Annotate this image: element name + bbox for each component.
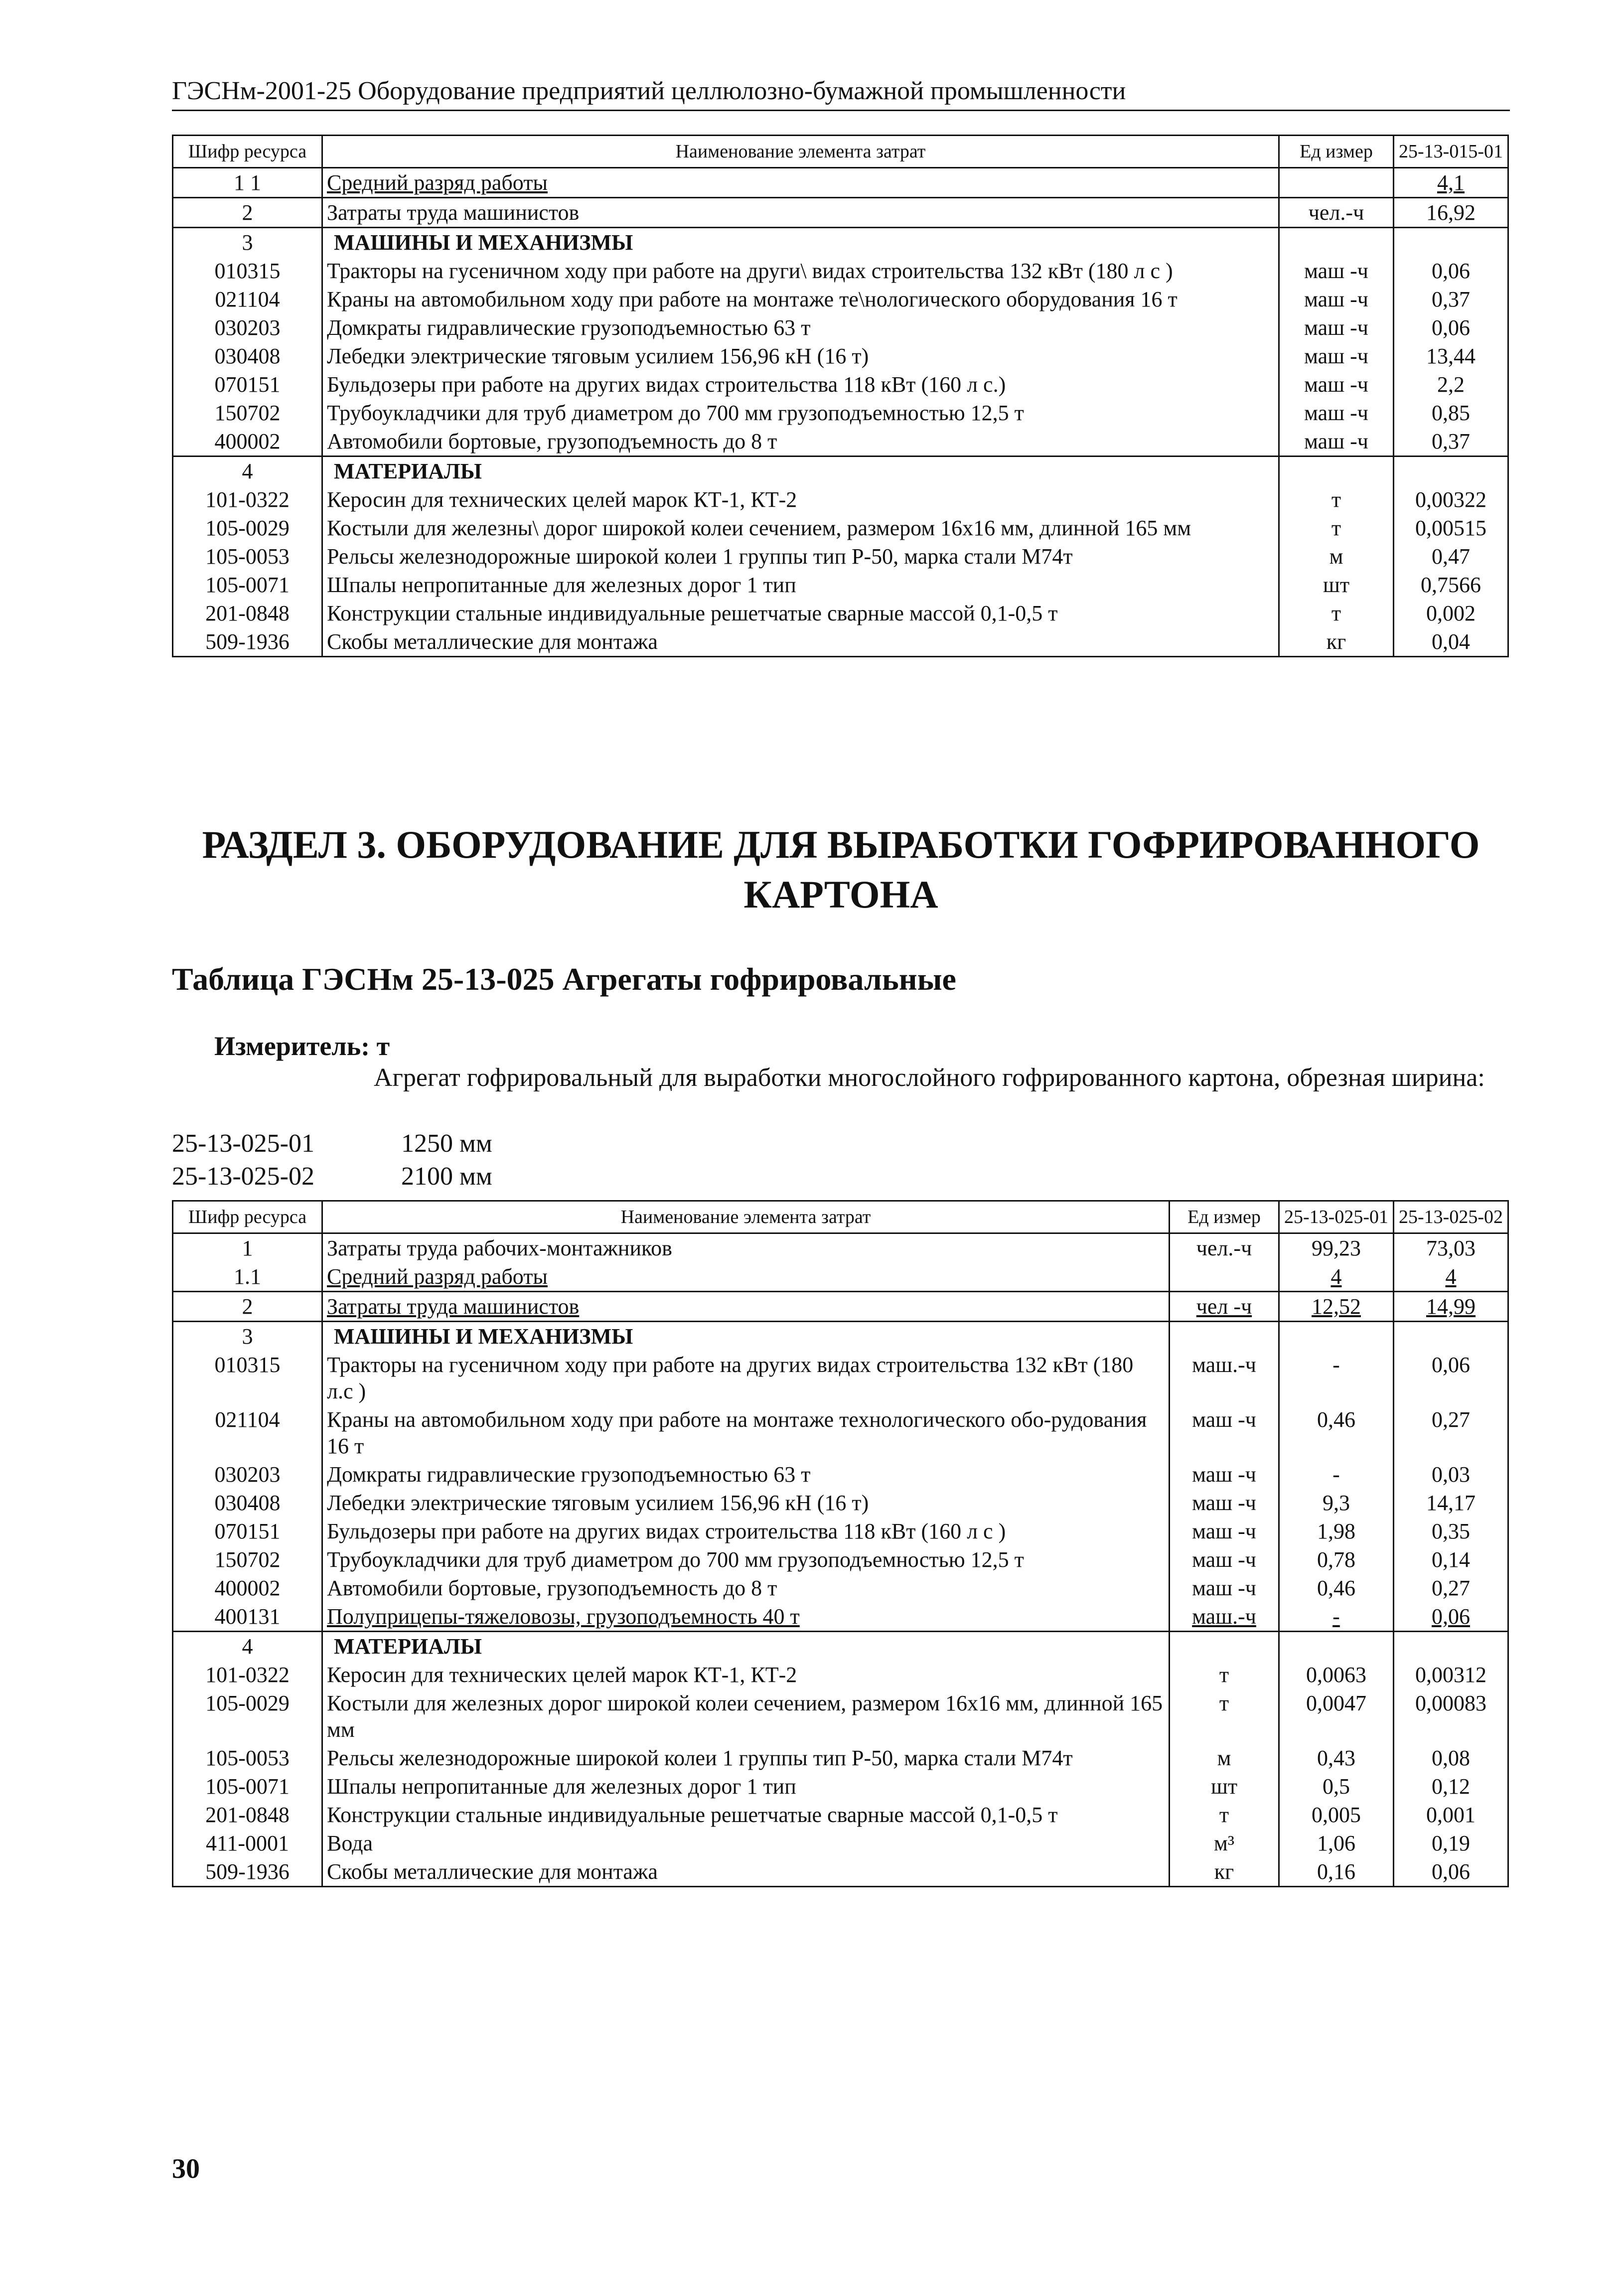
table-row: [173, 1460, 1508, 1489]
variant-width: 1250 мм: [401, 1129, 492, 1158]
norm-value-cell: 2,2: [1394, 370, 1508, 399]
section-row: [173, 1322, 1508, 1351]
column-header-unit: Ед измер: [1279, 136, 1394, 168]
norm-value-cell: 0,37: [1394, 285, 1508, 313]
table-row: [173, 257, 1508, 285]
resource-code-cell: 400002: [173, 1574, 322, 1602]
norm-value-cell: 0,7566: [1394, 571, 1508, 599]
resource-code-cell: 1.1: [173, 1262, 322, 1292]
table-row: [173, 313, 1508, 342]
norm-value-cell: 0,46: [1279, 1574, 1394, 1602]
norm-value-cell: 9,3: [1279, 1489, 1394, 1517]
item-name-cell: Краны на автомобильном ходу при работе на монтаже технологического обо-рудования 16 т: [322, 1405, 1170, 1460]
table-row: [173, 1545, 1508, 1574]
item-name-cell: Затраты труда рабочих-монтажников: [322, 1233, 1170, 1263]
resource-code-cell: 105-0071: [173, 1772, 322, 1801]
item-name-cell: Автомобили бортовые, грузоподъемность до 8 т: [322, 427, 1279, 457]
unit-cell: кг: [1279, 627, 1394, 657]
unit-cell: [1170, 1262, 1279, 1292]
item-name-cell: Тракторы на гусеничном ходу при работе на други\ видах строительства 132 кВт (180 л с ): [322, 257, 1279, 285]
table-row: [173, 1233, 1508, 1263]
table-row: [173, 342, 1508, 370]
item-name-cell: Рельсы железнодорожные широкой колеи 1 группы тип Р-50, марка стали М74т: [322, 1744, 1170, 1772]
norm-value-cell: 0,46: [1279, 1405, 1394, 1460]
unit-cell: маш -ч: [1170, 1517, 1279, 1545]
norm-value-cell: [1394, 457, 1508, 486]
unit-cell: [1279, 457, 1394, 486]
unit-cell: маш -ч: [1279, 399, 1394, 427]
table-row: [173, 571, 1508, 599]
resource-code-cell: 021104: [173, 1405, 322, 1460]
item-name-cell: Вода: [322, 1829, 1170, 1857]
unit-cell: т: [1170, 1661, 1279, 1689]
unit-cell: маш -ч: [1279, 257, 1394, 285]
item-name-cell: Керосин для технических целей марок КТ-1, КТ-2: [322, 485, 1279, 514]
resource-code-cell: 3: [173, 228, 322, 257]
resource-code-cell: 2: [173, 198, 322, 228]
norm-value-cell: 1,06: [1279, 1829, 1394, 1857]
item-name-cell: Костыли для железны\ дорог широкой колеи сечением, размером 16х16 мм, длинной 165 мм: [322, 514, 1279, 542]
unit-cell: т: [1170, 1689, 1279, 1744]
norm-value-cell: 0,0047: [1279, 1689, 1394, 1744]
item-name-cell: Домкраты гидравлические грузоподъемностью 63 т: [322, 313, 1279, 342]
column-header-norm-2: 25-13-025-02: [1394, 1201, 1508, 1233]
resource-code-cell: 2: [173, 1292, 322, 1322]
table-row: [173, 485, 1508, 514]
table-header-row: [173, 1201, 1508, 1233]
unit-cell: [1170, 1632, 1279, 1661]
norm-value-cell: 0,47: [1394, 542, 1508, 571]
norm-value-cell: 0,00083: [1394, 1689, 1508, 1744]
item-name-cell: Лебедки электрические тяговым усилием 156,96 кН (16 т): [322, 1489, 1170, 1517]
unit-cell: маш -ч: [1170, 1405, 1279, 1460]
section-row: [173, 228, 1508, 257]
item-name-cell: Трубоукладчики для труб диаметром до 700 мм грузоподъемностью 12,5 т: [322, 1545, 1170, 1574]
norm-value-cell: [1394, 1632, 1508, 1661]
item-name-cell: Средний разряд работы: [322, 168, 1279, 198]
table-row: [173, 1772, 1508, 1801]
table-row: [173, 1292, 1508, 1322]
unit-cell: м³: [1170, 1829, 1279, 1857]
unit-cell: маш -ч: [1170, 1545, 1279, 1574]
norm-value-cell: 0,00322: [1394, 485, 1508, 514]
item-name-cell: Шпалы непропитанные для железных дорог 1 тип: [322, 571, 1279, 599]
unit-cell: маш -ч: [1279, 370, 1394, 399]
table-body: [173, 168, 1508, 657]
norm-value-cell: 0,06: [1394, 257, 1508, 285]
resource-code-cell: 105-0053: [173, 1744, 322, 1772]
item-name-cell: Бульдозеры при работе на других видах строительства 118 кВт (160 л с.): [322, 370, 1279, 399]
norm-value-cell: 0,35: [1394, 1517, 1508, 1545]
item-name-cell: Краны на автомобильном ходу при работе на монтаже те\нологического оборудования 16 т: [322, 285, 1279, 313]
item-name-cell: Конструкции стальные индивидуальные решетчатые сварные массой 0,1-0,5 т: [322, 599, 1279, 627]
norm-table-25-13-015: [172, 135, 1509, 657]
norm-value-cell: 0,00515: [1394, 514, 1508, 542]
unit-cell: маш -ч: [1279, 313, 1394, 342]
variant-code: 25-13-025-01: [172, 1129, 314, 1158]
section-row: [173, 1632, 1508, 1661]
table-row: [173, 599, 1508, 627]
norm-value-cell: 12,52: [1279, 1292, 1394, 1322]
resource-code-cell: 030408: [173, 342, 322, 370]
resource-code-cell: 150702: [173, 1545, 322, 1574]
norm-value-cell: -: [1279, 1351, 1394, 1405]
norm-value-cell: 4: [1279, 1262, 1394, 1292]
unit-cell: т: [1279, 514, 1394, 542]
resource-code-cell: 1: [173, 1233, 322, 1263]
item-name-cell: Конструкции стальные индивидуальные решетчатые сварные массой 0,1-0,5 т: [322, 1801, 1170, 1829]
norm-value-cell: 0,37: [1394, 427, 1508, 457]
table-row: [173, 1602, 1508, 1632]
norm-value-cell: [1394, 1322, 1508, 1351]
table-body: [173, 1233, 1508, 1887]
table-row: [173, 1351, 1508, 1405]
table-row: [173, 1744, 1508, 1772]
norm-value-cell: 0,19: [1394, 1829, 1508, 1857]
item-name-cell: Тракторы на гусеничном ходу при работе на других видах строительства 132 кВт (180 л.с ): [322, 1351, 1170, 1405]
norm-value-cell: 0,005: [1279, 1801, 1394, 1829]
resource-code-cell: 105-0053: [173, 542, 322, 571]
norm-value-cell: 0,27: [1394, 1405, 1508, 1460]
norm-table-25-13-025: [172, 1200, 1509, 1887]
table-row: [173, 399, 1508, 427]
unit-cell: чел.-ч: [1170, 1233, 1279, 1263]
unit-cell: маш -ч: [1279, 427, 1394, 457]
resource-code-cell: 4: [173, 457, 322, 486]
resource-code-cell: 101-0322: [173, 485, 322, 514]
resource-code-cell: 105-0029: [173, 1689, 322, 1744]
resource-code-cell: 411-0001: [173, 1829, 322, 1857]
column-header-norm: 25-13-015-01: [1394, 136, 1508, 168]
unit-cell: шт: [1170, 1772, 1279, 1801]
item-name-cell: Костыли для железных дорог широкой колеи сечением, размером 16х16 мм, длинной 165 мм: [322, 1689, 1170, 1744]
unit-cell: маш -ч: [1279, 342, 1394, 370]
norm-value-cell: -: [1279, 1460, 1394, 1489]
table-title: Таблица ГЭСНм 25-13-025 Агрегаты гофрировальные: [172, 961, 956, 997]
table-row: [173, 1829, 1508, 1857]
table-row: [173, 627, 1508, 657]
column-header-name: Наименование элемента затрат: [322, 1201, 1170, 1233]
item-name-cell: Керосин для технических целей марок КТ-1, КТ-2: [322, 1661, 1170, 1689]
measure-label: Измеритель:: [214, 1031, 370, 1061]
table-row: [173, 1689, 1508, 1744]
resource-code-cell: 509-1936: [173, 627, 322, 657]
norm-value-cell: 16,92: [1394, 198, 1508, 228]
item-name-cell: Затраты труда машинистов: [322, 1292, 1170, 1322]
unit-cell: чел.-ч: [1279, 198, 1394, 228]
unit-cell: маш.-ч: [1170, 1602, 1279, 1632]
section-heading: РАЗДЕЛ 3. ОБОРУДОВАНИЕ ДЛЯ ВЫРАБОТКИ ГОФРИРОВАННОГО КАРТОНА: [202, 823, 1480, 916]
table-row: [173, 1801, 1508, 1829]
item-name-cell: Автомобили бортовые, грузоподъемность до 8 т: [322, 1574, 1170, 1602]
resource-code-cell: 030408: [173, 1489, 322, 1517]
item-name-cell: Шпалы непропитанные для железных дорог 1 тип: [322, 1772, 1170, 1801]
norm-value-cell: [1279, 1322, 1394, 1351]
item-name-cell: Скобы металлические для монтажа: [322, 627, 1279, 657]
table-row: [173, 1517, 1508, 1545]
norm-value-cell: 0,08: [1394, 1744, 1508, 1772]
norm-value-cell: 14,99: [1394, 1292, 1508, 1322]
resource-code-cell: 201-0848: [173, 599, 322, 627]
unit-cell: маш -ч: [1279, 285, 1394, 313]
item-name-cell: Скобы металлические для монтажа: [322, 1857, 1170, 1887]
item-name-cell: Лебедки электрические тяговым усилием 156,96 кН (16 т): [322, 342, 1279, 370]
norm-value-cell: 0,06: [1394, 1351, 1508, 1405]
unit-cell: м: [1170, 1744, 1279, 1772]
resource-code-cell: 030203: [173, 1460, 322, 1489]
column-header-name: Наименование элемента затрат: [322, 136, 1279, 168]
page-number: 30: [172, 2153, 200, 2184]
resource-code-cell: 509-1936: [173, 1857, 322, 1887]
column-header-norm-1: 25-13-025-01: [1279, 1201, 1394, 1233]
norm-value-cell: -: [1279, 1602, 1394, 1632]
column-header-code: Шифр ресурса: [173, 136, 322, 168]
table-header-row: [173, 136, 1508, 168]
norm-value-cell: 0,00312: [1394, 1661, 1508, 1689]
table-row: [173, 542, 1508, 571]
resource-code-cell: 400131: [173, 1602, 322, 1632]
resource-code-cell: 150702: [173, 399, 322, 427]
norm-value-cell: 0,0063: [1279, 1661, 1394, 1689]
resource-code-cell: 3: [173, 1322, 322, 1351]
unit-cell: [1170, 1322, 1279, 1351]
norm-value-cell: 13,44: [1394, 342, 1508, 370]
table-row: [173, 1574, 1508, 1602]
item-name-cell: Домкраты гидравлические грузоподъемностью 63 т: [322, 1460, 1170, 1489]
column-header-unit: Ед измер: [1170, 1201, 1279, 1233]
item-name-cell: Затраты труда машинистов: [322, 198, 1279, 228]
unit-cell: [1279, 228, 1394, 257]
norm-value-cell: 4: [1394, 1262, 1508, 1292]
variant-line: [172, 1160, 492, 1193]
norm-value-cell: 0,06: [1394, 1857, 1508, 1887]
variant-line: [172, 1127, 492, 1160]
table-row: [173, 514, 1508, 542]
norm-value-cell: 0,12: [1394, 1772, 1508, 1801]
table-row: [173, 1489, 1508, 1517]
item-name-cell: Бульдозеры при работе на других видах строительства 118 кВт (160 л с ): [322, 1517, 1170, 1545]
unit-cell: т: [1170, 1801, 1279, 1829]
item-name-cell: МАШИНЫ И МЕХАНИЗМЫ: [322, 1322, 1170, 1351]
norm-value-cell: 1,98: [1279, 1517, 1394, 1545]
table-description: Агрегат гофрировальный для выработки многослойного гофрированного картона, обрезная ширина:: [374, 1064, 1485, 1092]
item-name-cell: Рельсы железнодорожные широкой колеи 1 группы тип Р-50, марка стали М74т: [322, 542, 1279, 571]
measure-line: [214, 1030, 390, 1063]
norm-value-cell: 0,002: [1394, 599, 1508, 627]
measure-unit: т: [376, 1031, 390, 1061]
table-row: [173, 285, 1508, 313]
resource-code-cell: 070151: [173, 370, 322, 399]
norm-value-cell: 0,27: [1394, 1574, 1508, 1602]
item-name-cell: Средний разряд работы: [322, 1262, 1170, 1292]
table-row: [173, 427, 1508, 457]
item-name-cell: Полуприцепы-тяжеловозы, грузоподъемность 40 т: [322, 1602, 1170, 1632]
item-name-cell: МАТЕРИАЛЫ: [322, 1632, 1170, 1661]
resource-code-cell: 201-0848: [173, 1801, 322, 1829]
norm-value-cell: 0,06: [1394, 313, 1508, 342]
variant-code: 25-13-025-02: [172, 1162, 314, 1191]
norm-value-cell: 99,23: [1279, 1233, 1394, 1263]
unit-cell: чел -ч: [1170, 1292, 1279, 1322]
table-row: [173, 1262, 1508, 1292]
norm-value-cell: 0,16: [1279, 1857, 1394, 1887]
resource-code-cell: 070151: [173, 1517, 322, 1545]
norm-value-cell: 0,85: [1394, 399, 1508, 427]
norm-value-cell: 0,78: [1279, 1545, 1394, 1574]
table-row: [173, 168, 1508, 198]
resource-code-cell: 105-0071: [173, 571, 322, 599]
unit-cell: маш -ч: [1170, 1489, 1279, 1517]
resource-code-cell: 105-0029: [173, 514, 322, 542]
variant-width: 2100 мм: [401, 1162, 492, 1191]
resource-code-cell: 021104: [173, 285, 322, 313]
resource-code-cell: 010315: [173, 1351, 322, 1405]
resource-code-cell: 4: [173, 1632, 322, 1661]
unit-cell: [1279, 168, 1394, 198]
norm-value-cell: 0,001: [1394, 1801, 1508, 1829]
norm-value-cell: 14,17: [1394, 1489, 1508, 1517]
norm-value-cell: [1394, 228, 1508, 257]
norm-value-cell: 0,14: [1394, 1545, 1508, 1574]
unit-cell: т: [1279, 599, 1394, 627]
resource-code-cell: 1 1: [173, 168, 322, 198]
column-header-code: Шифр ресурса: [173, 1201, 322, 1233]
unit-cell: шт: [1279, 571, 1394, 599]
unit-cell: маш -ч: [1170, 1574, 1279, 1602]
running-header: ГЭСНм-2001-25 Оборудование предприятий целлюлозно-бумажной промышленности: [172, 75, 1510, 111]
norm-value-cell: 0,06: [1394, 1602, 1508, 1632]
item-name-cell: МАШИНЫ И МЕХАНИЗМЫ: [322, 228, 1279, 257]
resource-code-cell: 400002: [173, 427, 322, 457]
section-row: [173, 457, 1508, 486]
item-name-cell: Трубоукладчики для труб диаметром до 700 мм грузоподъемностью 12,5 т: [322, 399, 1279, 427]
table-row: [173, 1661, 1508, 1689]
norm-value-cell: [1279, 1632, 1394, 1661]
norm-value-cell: 4,1: [1394, 168, 1508, 198]
unit-cell: кг: [1170, 1857, 1279, 1887]
unit-cell: т: [1279, 485, 1394, 514]
norm-value-cell: 0,04: [1394, 627, 1508, 657]
item-name-cell: МАТЕРИАЛЫ: [322, 457, 1279, 486]
norm-value-cell: 0,5: [1279, 1772, 1394, 1801]
norm-value-cell: 0,03: [1394, 1460, 1508, 1489]
table-row: [173, 1857, 1508, 1887]
unit-cell: маш.-ч: [1170, 1351, 1279, 1405]
unit-cell: м: [1279, 542, 1394, 571]
resource-code-cell: 101-0322: [173, 1661, 322, 1689]
norm-value-cell: 0,43: [1279, 1744, 1394, 1772]
unit-cell: маш -ч: [1170, 1460, 1279, 1489]
table-row: [173, 370, 1508, 399]
table-row: [173, 1405, 1508, 1460]
table-row: [173, 198, 1508, 228]
norm-value-cell: 73,03: [1394, 1233, 1508, 1263]
resource-code-cell: 010315: [173, 257, 322, 285]
resource-code-cell: 030203: [173, 313, 322, 342]
